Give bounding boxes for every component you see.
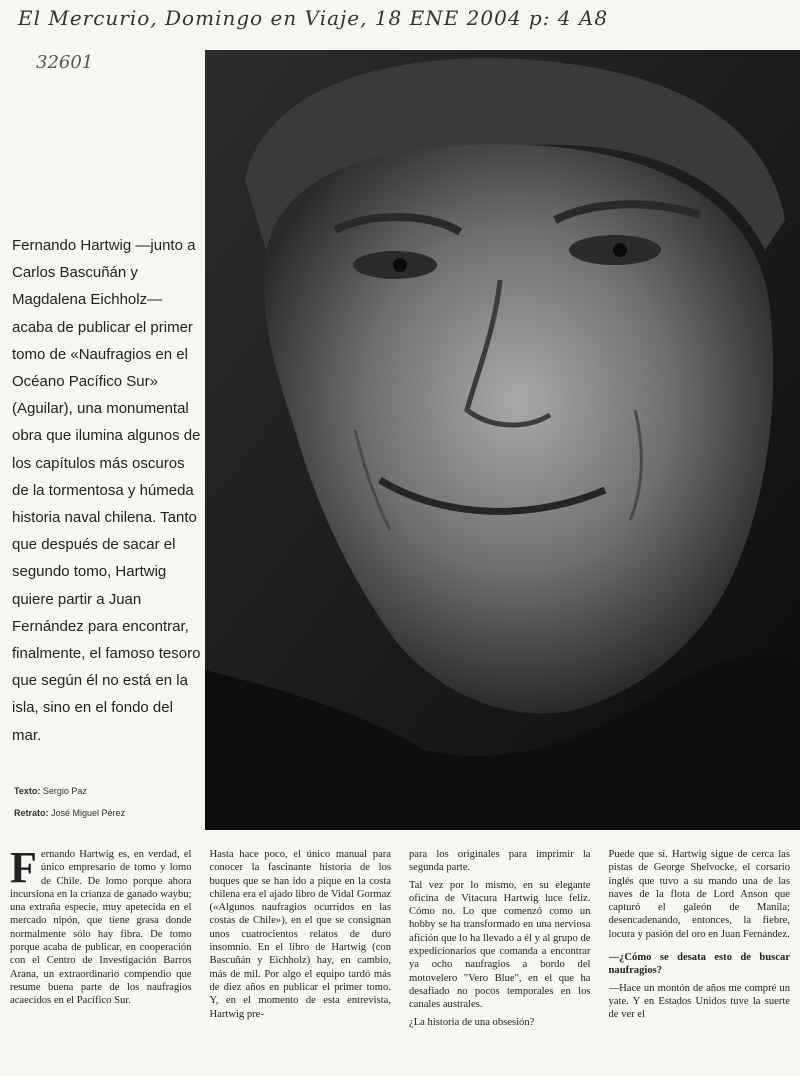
portrait-photo xyxy=(205,50,800,830)
article-column-3 xyxy=(409,848,591,1073)
handwritten-source-note: El Mercurio, Domingo en Viaje, 18 ENE 2004 p: 4 A8 xyxy=(18,6,609,30)
paragraph-text: ernando Hartwig es, en verdad, el único empresario de tomo y lomo de Chile. De lomo porque ahora incursiona en la crianza de ganado waybu; una extraña especie, muy apetecida en el mercado nipón, que tiene grasa donde normalmente sólo hay fibra. De tomo porque acaba de publicar, en cooperación con el Centro de Investigación Barros Arana, un extraordinario compendio que resume buena parte de los naufragios acaecidos en el Pacífico Sur. xyxy=(10,849,192,1007)
credits xyxy=(14,786,204,830)
photo-credit xyxy=(14,808,204,818)
photo-credit-author: José Miguel Pérez xyxy=(51,808,126,818)
text-credit xyxy=(14,786,204,796)
article-column-4 xyxy=(609,848,791,1073)
article-paragraph: —Hace un montón de años me compré un yate. Y en Estados Unidos tuve la suerte de ver el xyxy=(608,982,790,1021)
article-column-1 xyxy=(10,848,192,1073)
text-credit-author: Sergio Paz xyxy=(42,786,87,796)
article-column-2 xyxy=(210,848,392,1073)
article-body xyxy=(10,848,790,1073)
archive-number: 32601 xyxy=(36,52,94,73)
intro-text xyxy=(12,232,202,749)
photo-credit-label: Retrato: xyxy=(14,808,49,818)
article-paragraph: Puede que sí. Hartwig sigue de cerca las pistas de George Shelvocke, el corsario inglés que tuvo a su mando una de las naves de la flota de Lord Anson que capturó el galeón de Manila; desencadenando, entonces, la fiebre, locura y pasión del oro en Juan Fernández. xyxy=(608,849,790,940)
interview-question: —¿Cómo se desata esto de buscar naufragios? xyxy=(608,952,790,977)
drop-cap: F xyxy=(10,848,37,892)
article-paragraph xyxy=(10,848,192,1008)
text-credit-label: Texto: xyxy=(14,786,41,796)
article-paragraph: ¿La historia de una obsesión? xyxy=(409,1016,535,1028)
portrait-image xyxy=(205,50,800,830)
intro-paragraph: Fernando Hartwig —junto a Carlos Bascuñán y Magdalena Eichholz— acaba de publicar el primer tomo de «Naufragios en el Océano Pacífico Sur» (Aguilar), una monumental obra que ilumina algunos de los capítulos más oscuros de la tormentosa y húmeda historia naval chilena. Tanto que después de sacar el segundo tomo, Hartwig quiere partir a Juan Fernández para encontrar, finalmente, el famoso tesoro que según él no está en la isla, sino en el fondo del mar. xyxy=(12,237,201,744)
article-paragraph: Tal vez por lo mismo, en su elegante oficina de Vitacura Hartwig luce feliz. Cómo no. Lo que comenzó como un hobby se ha transformado en una nerviosa afición que lo ha llevado a él y al grupo de expedicionarios que comanda a encontrar ya ocho naufragios a bordo del motovelero "Vero Blue", en el que ha desafiado no pocos temporales en los canales australes. xyxy=(409,879,591,1011)
article-paragraph: para los originales para imprimir la segunda parte. xyxy=(409,849,591,874)
article-paragraph: Hasta hace poco, el único manual para conocer la fascinante historia de los buques que se han ido a pique en la costa chilena era el ajado libro de Vidal Gormaz («Algunos naufragios ocurridos en las costas de Chile»), en el que se consignan unos cuatrocientos relatos de duro insomnio. En el libro de Hartwig (con Bascuñán y Eichholz) hay, en cambio, más de mil. Por algo el equipo tardó más de diez años en publicar el primer tomo. Y, en el momento de esta entrevista, Hartwig pre- xyxy=(209,849,391,1020)
